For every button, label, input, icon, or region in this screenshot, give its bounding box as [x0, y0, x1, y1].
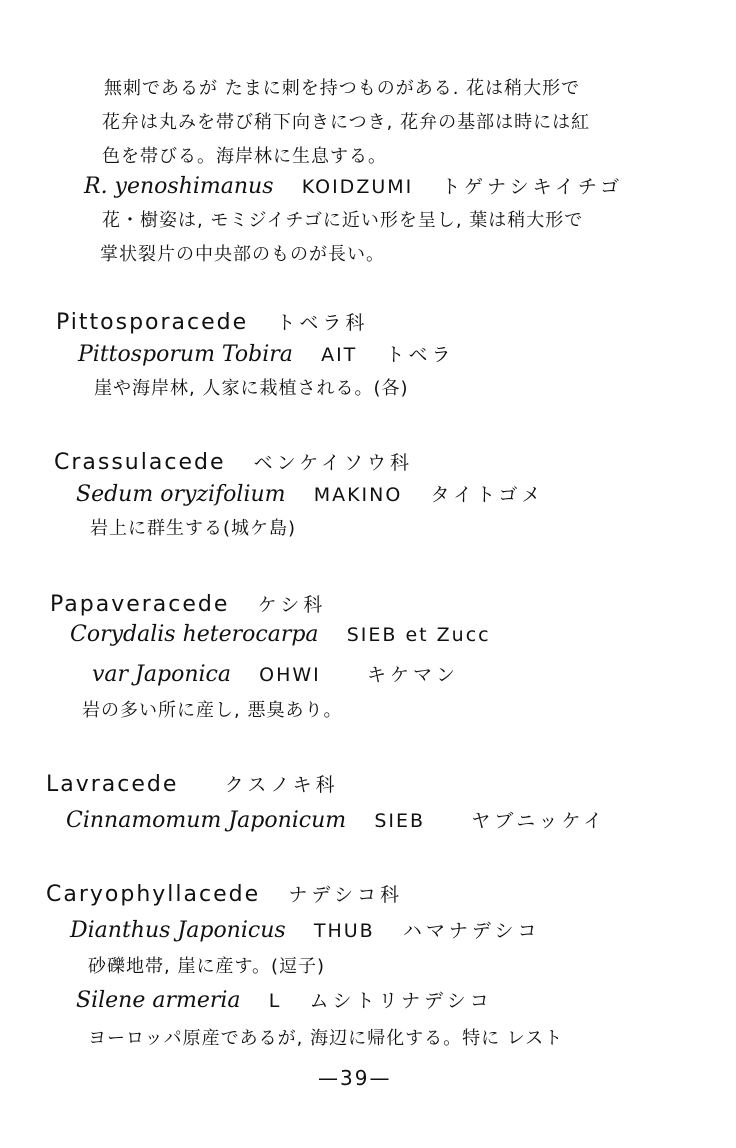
- species-entry-silene: [76, 986, 493, 1013]
- variety-japanese-name: キケマン: [366, 664, 459, 686]
- species-entry-yenoshimanus: [84, 172, 623, 199]
- intro-line-3: 色を帯びる。海岸林に生息する。: [102, 146, 387, 167]
- species-latin-name: Silene armeria: [76, 988, 241, 1013]
- family-japanese-name: トベラ科: [276, 312, 369, 334]
- species-author: SIEB: [374, 810, 426, 832]
- species-desc-line-1: 花・樹姿は, モミジイチゴに近い形を呈し, 葉は稍大形で: [102, 210, 584, 231]
- species-latin-name: Sedum oryzifolium: [76, 482, 286, 507]
- family-latin-name: Papaveracede: [50, 592, 230, 617]
- species-note: 岩上に群生する(城ケ島): [90, 518, 297, 539]
- species-author: SIEB et Zucc: [346, 624, 491, 646]
- species-note: 崖や海岸林, 人家に栽植される。(各): [94, 378, 409, 399]
- species-note: 砂礫地帯, 崖に産す。(逗子): [88, 956, 326, 977]
- species-entry-cinnamomum: [66, 806, 606, 833]
- page-number: —39—: [318, 1066, 392, 1090]
- species-entry-dianthus: [70, 916, 541, 943]
- intro-line-2: 花弁は丸みを帯び稍下向きにつき, 花弁の基部は時には紅: [102, 112, 591, 133]
- family-heading-lauraceae: [46, 770, 339, 797]
- family-heading-caryophyllaceae: [46, 880, 403, 907]
- species-japanese-name: タイトゴメ: [430, 484, 545, 506]
- family-japanese-name: ベンケイソウ科: [253, 452, 413, 474]
- species-author: KOIDZUMI: [301, 176, 414, 198]
- species-japanese-name: ハマナデシコ: [402, 920, 541, 942]
- variety-author: OHWI: [259, 664, 321, 686]
- family-latin-name: Crassulacede: [54, 450, 226, 475]
- species-author: THUB: [313, 920, 375, 942]
- family-heading-papaveraceae: [50, 590, 326, 617]
- family-japanese-name: クスノキ科: [224, 774, 339, 796]
- species-author: MAKINO: [313, 484, 403, 506]
- intro-line-1: 無刺であるが たまに刺を持つものがある. 花は稍大形で: [104, 78, 581, 99]
- species-latin-name: Cinnamomum Japonicum: [66, 808, 347, 833]
- species-entry-corydalis: [70, 622, 491, 647]
- family-latin-name: Lavracede: [46, 772, 179, 797]
- species-japanese-name: トベラ: [385, 344, 455, 366]
- species-note: 岩の多い所に産し, 悪臭あり。: [82, 700, 343, 721]
- species-japanese-name: トゲナシキイチゴ: [441, 176, 624, 198]
- family-heading-crassulaceae: [54, 448, 413, 475]
- species-japanese-name: ヤブニッケイ: [471, 810, 607, 832]
- species-author: L: [268, 990, 282, 1012]
- variety-latin-name: var Japonica: [92, 662, 231, 687]
- species-variety-line: [92, 660, 459, 687]
- family-latin-name: Pittosporacede: [56, 310, 249, 335]
- species-entry-sedum: [76, 480, 544, 507]
- species-latin-name: Pittosporum Tobira: [78, 342, 293, 367]
- species-latin-name: R. yenoshimanus: [84, 174, 274, 199]
- family-heading-pittosporaceae: [56, 308, 368, 335]
- species-author: AIT: [321, 344, 358, 366]
- species-desc-line-2: 掌状裂片の中央部のものが長い。: [100, 244, 385, 265]
- species-latin-name: Dianthus Japonicus: [70, 918, 286, 943]
- species-latin-name: Corydalis heterocarpa: [70, 622, 319, 647]
- species-note: ヨーロッパ原産であるが, 海辺に帰化する。特に レスト: [88, 1028, 564, 1049]
- family-latin-name: Caryophyllacede: [46, 882, 261, 907]
- species-japanese-name: ムシトリナデシコ: [309, 990, 493, 1012]
- family-japanese-name: ナデシコ科: [288, 884, 403, 906]
- family-japanese-name: ケシ科: [257, 594, 327, 616]
- species-entry-tobira: [78, 340, 455, 367]
